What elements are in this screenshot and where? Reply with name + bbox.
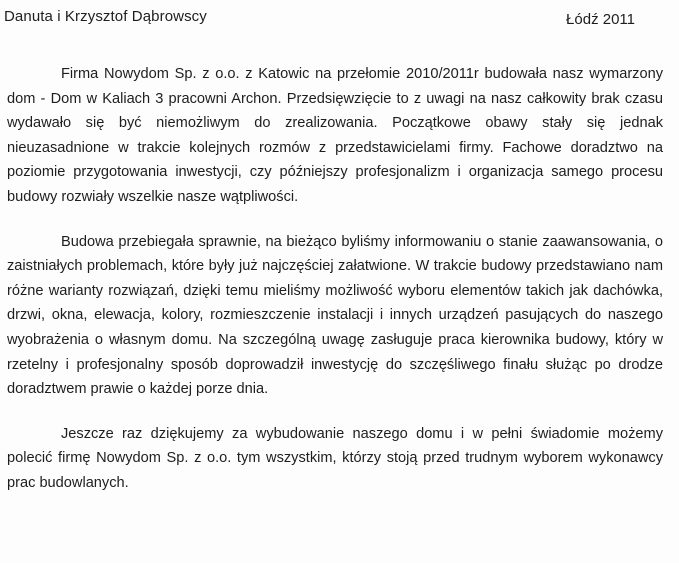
letter-body (7, 62, 663, 516)
paragraph-2: Budowa przebiegała sprawnie, na bieżąco byliśmy informowaniu o stanie zaawansowania, o zaistniałych problemach, które były już najczęściej załatwione. W trakcie budowy przedstawiano nam różne warianty rozwiązań, dzięki temu mieliśmy możliwość wyboru elementów takich jak dachówka, drzwi, okna, elewacja, kolory, rozmieszczenie instalacji i innych urządzeń pasujących do naszego wyobrażenia o własnym domu. Na szczególną uwagę zasługuje praca kierownika budowy, który w rzetelny i profesjonalny sposób doprowadził inwestycję do szczęśliwego finału służąc po drodze doradztwem prawie o każdej porze dnia. (7, 233, 663, 398)
paragraph-3: Jeszcze raz dziękujemy za wybudowanie naszego domu i w pełni świadomie możemy polecić firmę Nowydom Sp. z o.o. tym wszystkim, którzy stoją przed trudnym wyborem wykonawcy prac budowlanych. (7, 425, 663, 491)
place-and-date: Łódź 2011 (566, 11, 635, 28)
letter-header (4, 8, 635, 28)
author-names: Danuta i Krzysztof Dąbrowscy (4, 8, 207, 25)
paragraph-1: Firma Nowydom Sp. z o.o. z Katowic na przełomie 2010/2011r budowała nasz wymarzony dom - Dom w Kaliach 3 pracowni Archon. Przedsięwzięcie to z uwagi na nasz całkowity brak czasu wydawało się być niemożliwym do zrealizowania. Początkowe obawy stały się jednak nieuzasadnione w trakcie kolejnych rozmów z przedstawicielami firmy. Fachowe doradztwo na poziomie przygotowania inwestycji, czy późniejszy profesjonalizm i organizacja samego procesu budowy rozwiały wszelkie nasze wątpliwości. (7, 66, 663, 205)
